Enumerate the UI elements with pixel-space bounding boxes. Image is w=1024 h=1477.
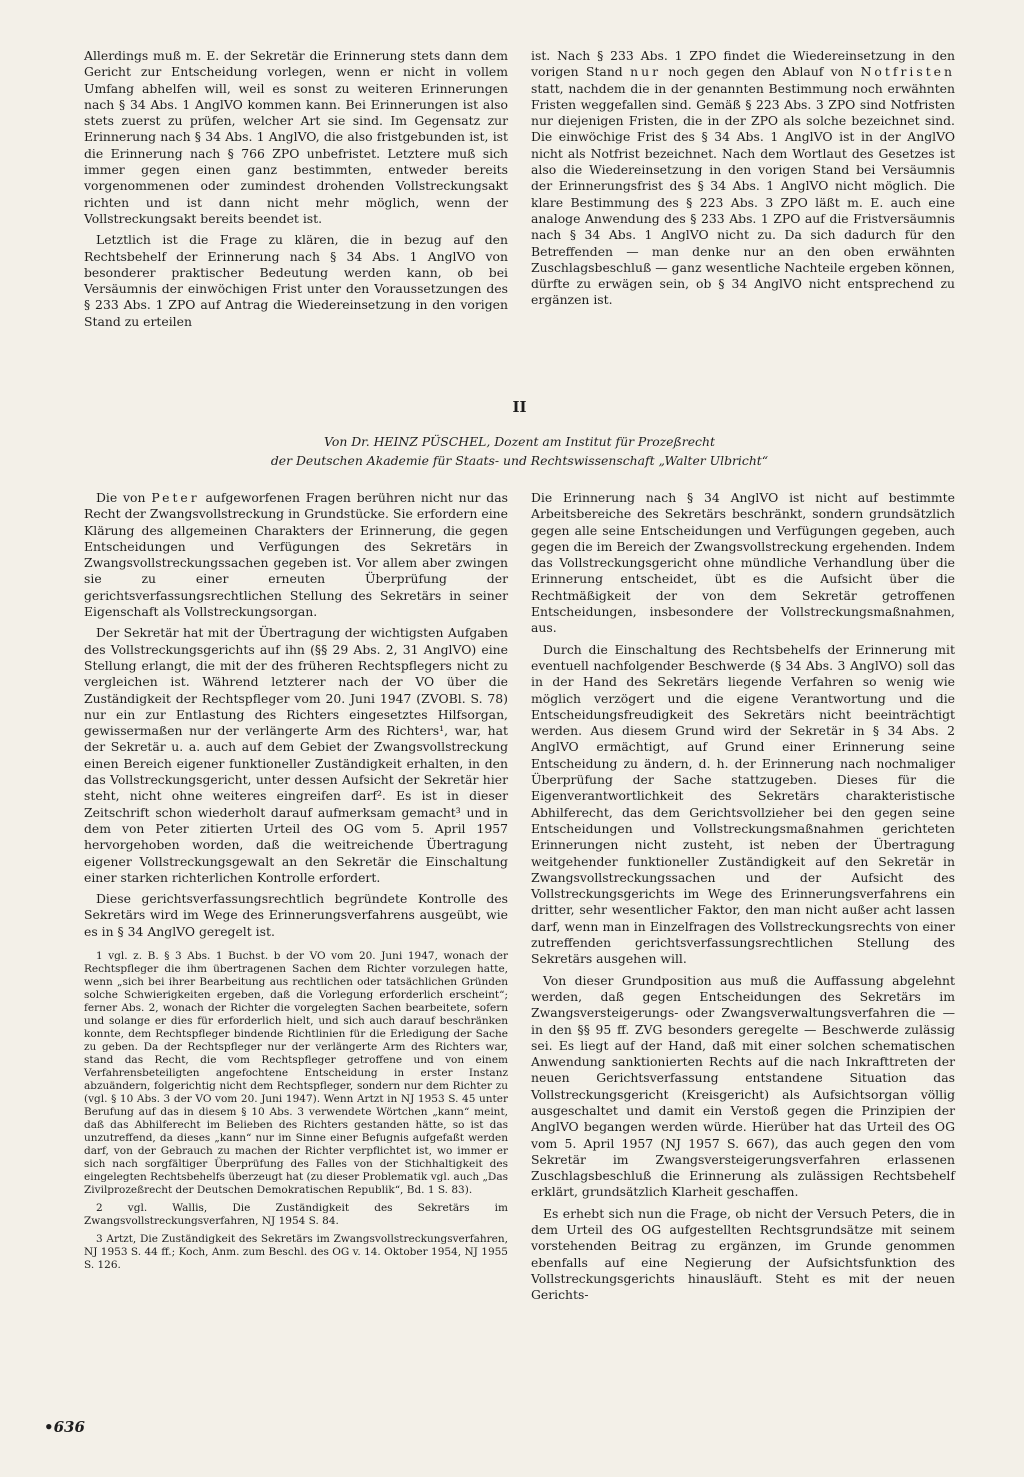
paragraph: Letztlich ist die Frage zu klären, die in bezug auf den Rechtsbehelf der Erinnerung nach § 34 Abs. 1 AnglVO von besonderer praktischer Bedeutung werden kann, ob bei Versäumnis der einwöchigen Frist unter den Voraussetzungen des § 233 Abs. 1 ZPO auf Antrag die Wiedereinsetzung in den vorigen Stand zu erteilen bbox=[84, 232, 508, 329]
paragraph bbox=[84, 490, 508, 620]
top-left-column bbox=[84, 48, 508, 335]
paragraph: Durch die Einschaltung des Rechtsbehelfs der Erinnerung mit eventuell nachfolgender Beschwerde (§ 34 Abs. 3 AnglVO) soll das in der Hand des Sekretärs liegende Verfahren so wenig wie möglich verzögert und die eigene Verantwortung und die Entscheidungsfreudigkeit des Sekretärs nicht beeinträchtigt werden. Aus diesem Grund wird der Sekretär in § 34 Abs. 2 AnglVO ermächtigt, auf Grund einer Erinnerung seine Entscheidung zu ändern, d. h. der Erinnerung nach nochmaliger Überprüfung der Sache stattzugeben. Dieses für die Eigenverantwortlichkeit des Sekretärs charakteristische Abhilferecht, das dem Gerichtsvollzieher bei den gegen seine Entscheidungen und Vollstreckungsmaßnahmen gerichteten Erinnerungen nicht zusteht, ist neben der Übertragung weitgehender funktioneller Zuständigkeit auf den Sekretär in Zwangsvollstreckungssachen und der Aufsicht des Vollstreckungsgerichts im Wege des Erinnerungsverfahrens ein dritter, sehr wesentlicher Faktor, den man nicht außer acht lassen darf, wenn man in Einzelfragen des Vollstreckungsrechts von einer zutreffenden gerichtsverfassungsrechtlichen Stellung des Sekretärs ausgehen will. bbox=[531, 641, 955, 967]
paragraph: Diese gerichtsverfassungsrechtlich begründete Kontrolle des Sekretärs wird im Wege des Erinnerungsverfahrens ausgeübt, wie es in § 34 AnglVO geregelt ist. bbox=[84, 891, 508, 939]
footnote: 2 vgl. Wallis, Die Zuständigkeit des Sekretärs im Zwangsvollstreckungsverfahren, NJ 1954 S. 84. bbox=[84, 1202, 508, 1228]
emphasis-text: Notfristen bbox=[860, 64, 955, 80]
paragraph: Es erhebt sich nun die Frage, ob nicht der Versuch Peters, die in dem Urteil des OG aufgestellten Rechtsgrundsätze mit seinem vorstehenden Beitrag zu ergänzen, im Grunde genommen ebenfalls auf eine Negierung der Aufsichtsfunktion des Vollstreckungsgerichts hinausläuft. Steht es mit der neuen Gerichts- bbox=[531, 1205, 955, 1303]
main-left-column bbox=[84, 490, 508, 1277]
section-numeral: II bbox=[512, 398, 527, 416]
top-right-column bbox=[531, 48, 955, 314]
text-run: ist. Nach § 233 Abs. 1 ZPO findet die Wiedereinsetzung in den vorigen Stand bbox=[531, 48, 955, 80]
emphasis-text: nur bbox=[630, 64, 661, 80]
emphasis-text: Peter bbox=[151, 490, 200, 505]
main-right-column bbox=[531, 490, 955, 1309]
text-run: noch gegen den Ablauf von bbox=[668, 64, 854, 80]
author-byline: Von Dr. HEINZ PÜSCHEL, Dozent am Institut für Prozeßrecht bbox=[324, 434, 715, 449]
author-affiliation: der Deutschen Akademie für Staats- und Rechtswissenschaft „Walter Ulbricht“ bbox=[270, 453, 769, 468]
text-run: Die von bbox=[96, 490, 146, 505]
footnote: 3 Artzt, Die Zuständigkeit des Sekretärs im Zwangsvollstreckungsverfahren, NJ 1953 S. 44 ff.; Koch, Anm. zum Beschl. des OG v. 14. Oktober 1954, NJ 1955 S. 126. bbox=[84, 1233, 508, 1272]
paragraph: Der Sekretär hat mit der Übertragung der wichtigsten Aufgaben des Vollstreckungsgerichts auf ihn (§§ 29 Abs. 2, 31 AnglVO) eine Stellung erlangt, die mit der des früheren Rechtspflegers nicht zu vergleichen ist. Während letzterer nach der VO über die Zuständigkeit der Rechtspfleger vom 20. Juni 1947 (ZVOBl. S. 78) nur ein zur Entlastung des Richters eingesetztes Hilfsorgan, gewissermaßen nur der verlängerte Arm des Richters¹, war, hat der Sekretär u. a. auch auf dem Gebiet der Zwangsvollstreckung einen Bereich eigener funktioneller Zuständigkeit erhalten, in den das Vollstreckungsgericht, unter dessen Aufsicht der Sekretär hier steht, nicht ohne weiteres eingreifen darf². Es ist in dieser Zeitschrift schon wiederholt darauf aufmerksam gemacht³ und in dem von Peter zitierten Urteil des OG vom 5. April 1957 hervorgehoben worden, daß die weitreichende Übertragung eigener Vollstreckungsgewalt an den Sekretär die Einschaltung einer starken richterlichen Kontrolle erfordert. bbox=[84, 625, 508, 885]
text-run: statt, nachdem die in der genannten Bestimmung noch erwähnten Fristen weggefallen sind. Gemäß § 223 Abs. 3 ZPO sind Notfristen nur diejenigen Fristen, die in der ZPO als solche bezeichnet sind. Die einwöchige Frist des § 34 Abs. 1 AnglVO ist in der AnglVO nicht als Notfrist bezeichnet. Nach dem Wortlaut des Gesetzes ist also die Wiedereinsetzung in den vorigen Stand bei Versäumnis der Erinnerungsfrist des § 34 Abs. 1 AnglVO nicht möglich. Die klare Bestimmung des § 223 Abs. 3 ZPO läßt m. E. auch eine analoge Anwendung des § 233 Abs. 1 ZPO auf die Fristversäumnis nach § 34 Abs. 1 AnglVO nicht zu. Da sich dadurch für den Betreffenden — man denke nur an den oben erwähnten Zuschlagsbeschluß — ganz wesentliche Nachteile ergeben können, dürfte zu erwägen sein, ob § 34 AnglVO nicht entsprechend zu ergänzen ist. bbox=[531, 80, 955, 308]
paragraph: Allerdings muß m. E. der Sekretär die Erinnerung stets dann dem Gericht zur Entscheidung vorlegen, wenn er nicht in vollem Umfang abhelfen will, weil es sonst zu weiteren Erinnerungen nach § 34 Abs. 1 AnglVO kommen kann. Bei Erinnerungen ist also stets zuerst zu prüfen, welcher Art sie sind. Im Gegensatz zur Erinnerung nach § 34 Abs. 1 AnglVO, die also fristgebunden ist, ist die Erinnerung nach § 766 ZPO unbefristet. Letztere muß sich immer gegen einen ganz bestimmten, entweder bereits vorgenommenen oder zumindest drohenden Vollstreckungsakt richten und ist dann nicht mehr möglich, wenn der Vollstreckungsakt bereits beendet ist. bbox=[84, 48, 508, 226]
footnote: 1 vgl. z. B. § 3 Abs. 1 Buchst. b der VO vom 20. Juni 1947, wonach der Rechtspfleger die ihm übertragenen Sachen dem Richter vorzulegen hatte, wenn „sich bei ihrer Bearbeitung aus rechtlichen oder tatsächlichen Gründen solche Schwierigkeiten ergeben, daß die Vorlegung erforderlich erscheint“; ferner Abs. 2, wonach der Richter die vorgelegten Sachen bearbeitete, sofern und solange er dies für erforderlich hielt, und sich auch darauf beschränken konnte, dem Rechtspfleger bindende Richtlinien für die Erledigung der Sache zu geben. Da der Rechtspfleger nur der verlängerte Arm des Richters war, stand das Recht, die vom Rechtspfleger getroffene und von einem Verfahrensbeteiligten angefochtene Entscheidung in erster Instanz abzuändern, folgerichtig nicht dem Rechtspfleger, sondern nur dem Richter zu (vgl. § 10 Abs. 3 der VO vom 20. Juni 1947). Wenn Artzt in NJ 1953 S. 45 unter Berufung auf das in diesem § 10 Abs. 3 verwendete Wörtchen „kann“ meint, daß das Abhilferecht im Belieben des Richters gestanden hätte, so ist das unzutreffend, da dieses „kann“ nur im Sinne einer Befugnis aufgefaßt werden darf, von der Gebrauch zu machen der Richter verpflichtet ist, wo immer er sich nach sorgfältiger Überprüfung des Falles von der Stichhaltigkeit des eingelegten Rechtsbehelfs überzeugt hat (zu dieser Problematik vgl. auch „Das Zivilprozeßrecht der Deutschen Demokratischen Republik“, Bd. 1 S. 83). bbox=[84, 950, 508, 1197]
paragraph: Von dieser Grundposition aus muß die Auffassung abgelehnt werden, daß gegen Entscheidungen des Sekretärs im Zwangsversteigerungs- oder Zwangsverwaltungsverfahren die — in den §§ 95 ff. ZVG besonders geregelte — Beschwerde zulässig sei. Es liegt auf der Hand, daß mit einer solchen schematischen Anwendung sanktionierten Rechts auf die nach Inkrafttreten der neuen Gerichtsverfassung entstandene Situation das Vollstreckungsgericht (Kreisgericht) als Aufsichtsorgan völlig ausgeschaltet und damit ein Verstoß gegen die Prinzipien der AnglVO begangen werden würde. Hierüber hat das Urteil des OG vom 5. April 1957 (NJ 1957 S. 667), das auch gegen den vom Sekretär im Zwangsversteigerungsverfahren erlassenen Zuschlagsbeschluß die Erinnerung als zulässigen Rechtsbehelf erklärt, grundsätzlich Klarheit geschaffen. bbox=[531, 972, 955, 1200]
paragraph bbox=[531, 48, 955, 309]
page-number: •636 bbox=[44, 1418, 85, 1436]
paragraph: Die Erinnerung nach § 34 AnglVO ist nicht auf bestimmte Arbeitsbereiche des Sekretärs beschränkt, sondern grundsätzlich gegen alle seine Entscheidungen und Verfügungen gegeben, auch gegen die im Bereich der Zwangsvollstreckung ergehenden. Indem das Vollstreckungsgericht ohne mündliche Verhandlung über die Erinnerung entscheidet, übt es die Aufsicht über die Rechtmäßigkeit der von dem Sekretär getroffenen Entscheidungen, insbesondere der Vollstreckungsmaßnahmen, aus. bbox=[531, 490, 955, 636]
section-heading bbox=[84, 398, 955, 470]
text-run: aufgeworfenen Fragen berühren nicht nur das Recht der Zwangsvollstreckung in Grundstücke. Sie erfordern eine Klärung des allgemeinen Charakters der Erinnerung, die gegen Entscheidungen und Verfügungen des Sekretärs in Zwangsvollstreckungssachen gegeben ist. Vor allem aber zwingen sie zu einer erneuten Überprüfung der gerichtsverfassungsrechtlichen Stellung des Sekretärs in seiner Eigenschaft als Vollstreckungsorgan. bbox=[84, 490, 508, 620]
